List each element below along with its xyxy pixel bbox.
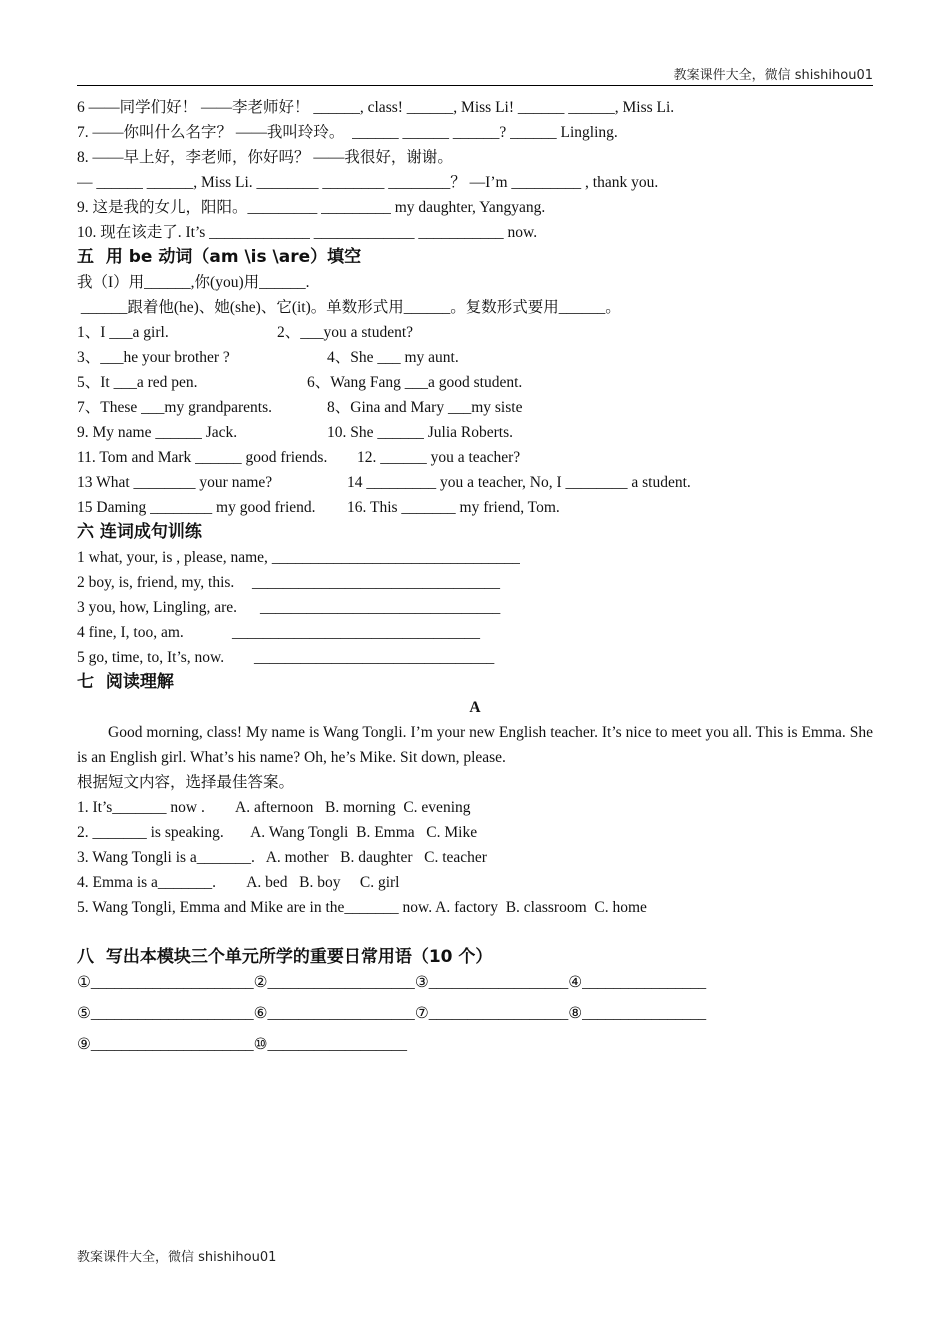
answer-blank: _______________________________ (260, 599, 501, 616)
sentence-item (77, 595, 873, 620)
exercise-row (77, 320, 873, 345)
exercise-item: 11. Tom and Mark ______ good friends. (77, 449, 328, 466)
exercise-row (77, 370, 873, 395)
header-divider (77, 85, 873, 86)
question-9: 9. 这是我的女儿，阳阳。_________ _________ my daughter, Yangyang. (77, 199, 546, 216)
worksheet-content (77, 95, 873, 1057)
section-5-title: 五 用 be 动词（am \is \are）填空 (77, 247, 362, 267)
page-footer: 教案课件大全，微信 shishihou01 (77, 1250, 277, 1265)
reading-instruction: 根据短文内容，选择最佳答案。 (77, 774, 295, 791)
phrase-blank: ②___________________ (253, 974, 415, 991)
be-verb-rule-1: 我（I）用______,你(you)用______. (77, 274, 310, 291)
sentence-item (77, 620, 873, 645)
passage-label: A (469, 699, 481, 716)
phrase-row (77, 970, 873, 995)
exercise-row (77, 495, 873, 520)
sentence-item (77, 570, 873, 595)
reading-question: 4. Emma is a_______. A. bed B. boy C. girl (77, 874, 400, 891)
reading-question: 3. Wang Tongli is a_______. A. mother B. daughter C. teacher (77, 849, 487, 866)
reading-question: 2. _______ is speaking. A. Wang Tongli B. Emma C. Mike (77, 824, 478, 841)
phrase-blank: ③__________________ (414, 974, 569, 991)
sentence-item (77, 545, 873, 570)
exercise-item: 6、Wang Fang ___a good student. (307, 374, 523, 391)
exercise-item: 13 What ________ your name? (77, 474, 273, 491)
question-6: 6 ——同学们好！ ——李老师好！ ______, class! ______, Miss Li! ______ ______, Miss Li. (77, 99, 675, 116)
phrase-blank: ⑦__________________ (414, 1005, 569, 1022)
sentence-words: 3 you, how, Lingling, are. (77, 599, 237, 616)
exercise-item: 2、___you a student? (277, 324, 414, 341)
exercise-item: 3、___he your brother ? (77, 349, 230, 366)
sentence-words: 1 what, your, is , please, name, (77, 549, 268, 566)
be-verb-rule-2: ______跟着他(he)、她(she)、它(it)。单数形式用______。复数形式要用______。 (77, 299, 621, 316)
exercise-row (77, 420, 873, 445)
page-header: 教案课件大全，微信 shishihou01 (673, 68, 873, 83)
exercise-item: 15 Daming ________ my good friend. (77, 499, 316, 516)
exercise-item: 12. ______ you a teacher? (357, 449, 521, 466)
answer-blank: ________________________________ (232, 624, 480, 641)
exercise-item: 14 _________ you a teacher, No, I ________ a student. (347, 474, 691, 491)
phrase-blank: ④________________ (568, 974, 707, 991)
reading-passage: Good morning, class! My name is Wang Tongli. I’m your new English teacher. It’s nice to meet you all. This is Emma. She is an English girl. What’s his name? Oh, he’s Mike. Sit down, please. (77, 724, 873, 766)
section-7-title: 七 阅读理解 (77, 672, 174, 692)
spacer (77, 920, 873, 945)
phrase-row (77, 1032, 873, 1057)
exercise-row (77, 395, 873, 420)
question-8-answer: — ______ ______, Miss Li. ________ ________ ________？ —I’m _________ , thank you. (77, 174, 659, 191)
exercise-item: 7、These ___my grandparents. (77, 399, 272, 416)
phrase-blank: ⑨_____________________ (77, 1036, 254, 1053)
reading-question: 1. It’s_______ now . A. afternoon B. morning C. evening (77, 799, 471, 816)
exercise-item: 9. My name ______ Jack. (77, 424, 238, 441)
exercise-row (77, 470, 873, 495)
exercise-item: 1、I ___a girl. (77, 324, 169, 341)
answer-blank: ________________________________ (252, 574, 500, 591)
exercise-row (77, 445, 873, 470)
answer-blank: ________________________________ (271, 549, 520, 566)
question-7: 7. ——你叫什么名字？ ——我叫玲玲。 ______ ______ ______? ______ Lingling. (77, 124, 618, 141)
sentence-words: 4 fine, I, too, am. (77, 624, 184, 641)
sentence-item (77, 645, 873, 670)
exercise-item: 5、It ___a red pen. (77, 374, 198, 391)
sentence-words: 5 go, time, to, It’s, now. (77, 649, 225, 666)
answer-blank: _______________________________ (254, 649, 495, 666)
phrase-blank: ⑤_____________________ (77, 1005, 254, 1022)
reading-question: 5. Wang Tongli, Emma and Mike are in the_______ now. A. factory B. classroom C. home (77, 899, 647, 916)
section-6-title: 六 连词成句训练 (77, 522, 202, 542)
question-10: 10. 现在该走了. It’s _____________ _____________ ___________ now. (77, 224, 538, 241)
exercise-item: 4、She ___ my aunt. (327, 349, 459, 366)
exercise-item: 16. This _______ my friend, Tom. (347, 499, 560, 516)
section-8-title: 八 写出本模块三个单元所学的重要日常用语（10 个） (77, 947, 493, 967)
exercise-row (77, 345, 873, 370)
phrase-row (77, 1001, 873, 1026)
question-8-prompt: 8. ——早上好，李老师，你好吗？ ——我很好，谢谢。 (77, 149, 453, 166)
phrase-blank: ①_____________________ (77, 974, 254, 991)
phrase-blank: ⑧________________ (568, 1005, 707, 1022)
phrase-blank: ⑥___________________ (253, 1005, 415, 1022)
exercise-item: 10. She ______ Julia Roberts. (327, 424, 513, 441)
phrase-blank: ⑩__________________ (253, 1036, 408, 1053)
sentence-words: 2 boy, is, friend, my, this. (77, 574, 235, 591)
exercise-item: 8、Gina and Mary ___my siste (327, 399, 523, 416)
